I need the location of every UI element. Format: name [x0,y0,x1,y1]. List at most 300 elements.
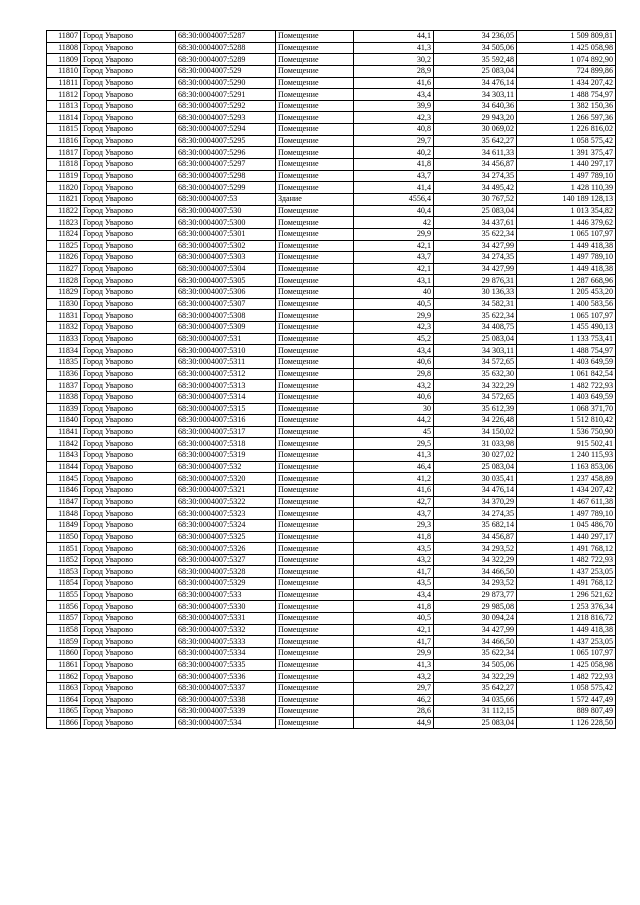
table-row [47,263,616,275]
cell-specific-value: 34 495,42 [434,182,517,194]
cell-row-number: 11833 [47,333,81,345]
cell-area: 40,5 [354,298,434,310]
cell-area: 42,1 [354,624,434,636]
cell-area: 45,2 [354,333,434,345]
cell-object-type: Помещение [276,287,354,299]
cell-area: 41,3 [354,450,434,462]
cell-cadastral-value: 1 497 789,10 [517,170,616,182]
cell-cadastral-value: 889 807,49 [517,706,616,718]
cell-row-number: 11861 [47,659,81,671]
cell-locality: Город Уварово [81,228,176,240]
cell-row-number: 11841 [47,426,81,438]
cell-area: 30 [354,403,434,415]
cell-object-type: Помещение [276,450,354,462]
cell-object-type: Помещение [276,368,354,380]
cell-specific-value: 29 943,20 [434,112,517,124]
cell-cadastral-value: 1 491 768,12 [517,578,616,590]
cell-locality: Город Уварово [81,473,176,485]
cell-specific-value: 29 985,08 [434,601,517,613]
cell-specific-value: 35 612,39 [434,403,517,415]
table-row [47,484,616,496]
cell-specific-value: 35 632,30 [434,368,517,380]
table-row [47,252,616,264]
table-row [47,298,616,310]
cell-specific-value: 34 274,35 [434,170,517,182]
table-row [47,519,616,531]
cell-specific-value: 25 083,04 [434,461,517,473]
cell-locality: Город Уварово [81,624,176,636]
cell-area: 41,6 [354,484,434,496]
cell-cadastral-number: 68:30:0004007:5299 [176,182,276,194]
cell-cadastral-number: 68:30:0004007:5288 [176,42,276,54]
cell-specific-value: 30 069,02 [434,124,517,136]
cell-row-number: 11863 [47,682,81,694]
cell-locality: Город Уварово [81,601,176,613]
table-row [47,310,616,322]
cell-object-type: Помещение [276,659,354,671]
cell-specific-value: 34 505,06 [434,42,517,54]
cell-cadastral-value: 1 482 722,93 [517,671,616,683]
cell-object-type: Помещение [276,484,354,496]
cell-object-type: Помещение [276,65,354,77]
cell-cadastral-number: 68:30:0004007:5329 [176,578,276,590]
cell-cadastral-value: 1 509 809,81 [517,31,616,43]
cell-area: 41,6 [354,77,434,89]
cell-locality: Город Уварово [81,135,176,147]
cell-row-number: 11854 [47,578,81,590]
cell-area: 43,2 [354,671,434,683]
cell-locality: Город Уварово [81,682,176,694]
cell-object-type: Помещение [276,403,354,415]
cell-cadastral-value: 1 434 207,42 [517,77,616,89]
cell-locality: Город Уварово [81,519,176,531]
cell-object-type: Помещение [276,333,354,345]
cell-cadastral-value: 1 287 668,96 [517,275,616,287]
cell-specific-value: 34 466,50 [434,636,517,648]
cell-cadastral-value: 1 437 253,05 [517,636,616,648]
cell-area: 29,9 [354,310,434,322]
cell-cadastral-number: 68:30:0004007:5325 [176,531,276,543]
cell-object-type: Помещение [276,706,354,718]
cell-object-type: Помещение [276,345,354,357]
cell-locality: Город Уварово [81,496,176,508]
cell-object-type: Помещение [276,89,354,101]
cell-row-number: 11850 [47,531,81,543]
cell-row-number: 11860 [47,647,81,659]
cell-object-type: Помещение [276,624,354,636]
cell-specific-value: 25 083,04 [434,333,517,345]
cell-cadastral-number: 68:30:0004007:5330 [176,601,276,613]
cell-specific-value: 34 427,99 [434,624,517,636]
cell-cadastral-value: 1 218 816,72 [517,613,616,625]
table-row [47,473,616,485]
cell-locality: Город Уварово [81,345,176,357]
cell-cadastral-value: 1 482 722,93 [517,554,616,566]
cell-cadastral-number: 68:30:0004007:5322 [176,496,276,508]
cell-specific-value: 25 083,04 [434,205,517,217]
cell-locality: Город Уварово [81,170,176,182]
cell-cadastral-number: 68:30:0004007:5287 [176,31,276,43]
cell-row-number: 11857 [47,613,81,625]
cell-row-number: 11839 [47,403,81,415]
cell-cadastral-number: 68:30:0004007:5289 [176,54,276,66]
cell-object-type: Помещение [276,554,354,566]
cell-cadastral-value: 1 437 253,05 [517,566,616,578]
cell-row-number: 11847 [47,496,81,508]
cell-specific-value: 29 876,31 [434,275,517,287]
cell-row-number: 11826 [47,252,81,264]
cell-cadastral-number: 68:30:0004007:5314 [176,391,276,403]
table-row [47,77,616,89]
cell-specific-value: 34 303,11 [434,345,517,357]
table-row [47,531,616,543]
cell-cadastral-number: 68:30:0004007:5308 [176,310,276,322]
cell-area: 30,2 [354,54,434,66]
cell-area: 41,8 [354,531,434,543]
cell-object-type: Помещение [276,461,354,473]
cell-row-number: 11843 [47,450,81,462]
cell-locality: Город Уварово [81,298,176,310]
cell-area: 40,6 [354,391,434,403]
table-row [47,333,616,345]
cell-specific-value: 30 136,33 [434,287,517,299]
cell-specific-value: 34 456,87 [434,159,517,171]
cell-cadastral-value: 1 400 583,56 [517,298,616,310]
cell-cadastral-number: 68:30:0004007:5313 [176,380,276,392]
cell-locality: Город Уварово [81,578,176,590]
cell-object-type: Помещение [276,159,354,171]
cell-cadastral-number: 68:30:0004007:5296 [176,147,276,159]
cell-area: 29,9 [354,228,434,240]
cell-cadastral-number: 68:30:0004007:5328 [176,566,276,578]
cell-area: 42,7 [354,496,434,508]
table-row [47,275,616,287]
cell-row-number: 11858 [47,624,81,636]
cell-cadastral-number: 68:30:0004007:5339 [176,706,276,718]
table-row [47,100,616,112]
cell-cadastral-number: 68:30:0004007:5335 [176,659,276,671]
cell-locality: Город Уварово [81,531,176,543]
cell-cadastral-value: 1 440 297,17 [517,531,616,543]
cell-object-type: Помещение [276,519,354,531]
cell-cadastral-value: 1 266 597,36 [517,112,616,124]
cell-object-type: Помещение [276,100,354,112]
cell-locality: Город Уварово [81,415,176,427]
cell-row-number: 11865 [47,706,81,718]
cell-row-number: 11838 [47,391,81,403]
cell-object-type: Помещение [276,275,354,287]
cell-cadastral-number: 68:30:0004007:5338 [176,694,276,706]
cell-specific-value: 34 572,65 [434,356,517,368]
cell-area: 29,3 [354,519,434,531]
cell-object-type: Помещение [276,31,354,43]
cell-area: 44,1 [354,31,434,43]
cell-row-number: 11835 [47,356,81,368]
cell-area: 43,4 [354,89,434,101]
table-row [47,124,616,136]
cell-locality: Город Уварово [81,368,176,380]
cell-cadastral-value: 1 382 150,36 [517,100,616,112]
cell-object-type: Помещение [276,310,354,322]
cell-locality: Город Уварово [81,42,176,54]
cell-row-number: 11862 [47,671,81,683]
cell-specific-value: 35 592,48 [434,54,517,66]
cell-row-number: 11827 [47,263,81,275]
cell-object-type: Помещение [276,636,354,648]
cell-specific-value: 35 682,14 [434,519,517,531]
cell-object-type: Здание [276,193,354,205]
cell-row-number: 11809 [47,54,81,66]
cell-locality: Город Уварово [81,310,176,322]
table-row [47,566,616,578]
table-row [47,717,616,729]
cell-area: 43,2 [354,380,434,392]
cell-row-number: 11845 [47,473,81,485]
cell-locality: Город Уварово [81,450,176,462]
cell-specific-value: 34 408,75 [434,322,517,334]
cell-cadastral-value: 1 226 816,02 [517,124,616,136]
cell-cadastral-value: 1 065 107,97 [517,647,616,659]
cell-object-type: Помещение [276,473,354,485]
table-row [47,54,616,66]
cell-row-number: 11837 [47,380,81,392]
cell-cadastral-number: 68:30:0004007:5337 [176,682,276,694]
cell-cadastral-value: 1 065 107,97 [517,228,616,240]
cell-cadastral-number: 68:30:0004007:5291 [176,89,276,101]
cell-row-number: 11814 [47,112,81,124]
cell-object-type: Помещение [276,531,354,543]
cell-row-number: 11852 [47,554,81,566]
cell-row-number: 11853 [47,566,81,578]
cell-cadastral-number: 68:30:0004007:529 [176,65,276,77]
cell-row-number: 11811 [47,77,81,89]
table-row [47,368,616,380]
cell-object-type: Помещение [276,54,354,66]
cell-cadastral-number: 68:30:0004007:5312 [176,368,276,380]
cell-locality: Город Уварово [81,322,176,334]
cell-specific-value: 34 303,11 [434,89,517,101]
cell-cadastral-number: 68:30:0004007:531 [176,333,276,345]
cell-area: 41,7 [354,636,434,648]
cell-cadastral-value: 1 497 789,10 [517,508,616,520]
cell-specific-value: 25 083,04 [434,717,517,729]
cell-cadastral-number: 68:30:0004007:5333 [176,636,276,648]
cell-area: 45 [354,426,434,438]
table-row [47,217,616,229]
cell-cadastral-number: 68:30:0004007:5336 [176,671,276,683]
table-row [47,193,616,205]
cell-specific-value: 34 370,29 [434,496,517,508]
cell-row-number: 11864 [47,694,81,706]
cell-cadastral-number: 68:30:0004007:5307 [176,298,276,310]
cell-object-type: Помещение [276,263,354,275]
cell-cadastral-number: 68:30:0004007:5327 [176,554,276,566]
cell-specific-value: 34 437,61 [434,217,517,229]
cell-specific-value: 34 293,52 [434,578,517,590]
cell-object-type: Помещение [276,601,354,613]
cell-cadastral-value: 1 068 371,70 [517,403,616,415]
cell-locality: Город Уварово [81,287,176,299]
cell-cadastral-number: 68:30:0004007:533 [176,589,276,601]
cell-cadastral-value: 1 482 722,93 [517,380,616,392]
cell-cadastral-number: 68:30:0004007:5295 [176,135,276,147]
cell-locality: Город Уварово [81,193,176,205]
cell-cadastral-number: 68:30:0004007:530 [176,205,276,217]
cell-cadastral-number: 68:30:0004007:5297 [176,159,276,171]
table-row [47,159,616,171]
cell-specific-value: 34 226,48 [434,415,517,427]
cell-cadastral-number: 68:30:0004007:5316 [176,415,276,427]
cell-locality: Город Уварово [81,613,176,625]
table-row [47,112,616,124]
cell-cadastral-number: 68:30:0004007:5311 [176,356,276,368]
table-row [47,415,616,427]
cell-row-number: 11866 [47,717,81,729]
cell-specific-value: 34 274,35 [434,252,517,264]
cell-area: 28,9 [354,65,434,77]
cell-row-number: 11840 [47,415,81,427]
cell-row-number: 11821 [47,193,81,205]
cell-specific-value: 30 767,52 [434,193,517,205]
cell-row-number: 11856 [47,601,81,613]
cell-area: 40,2 [354,147,434,159]
cell-cadastral-number: 68:30:0004007:5303 [176,252,276,264]
table-row [47,228,616,240]
cell-specific-value: 34 476,14 [434,484,517,496]
cell-area: 4556,4 [354,193,434,205]
cell-area: 43,2 [354,554,434,566]
cell-area: 43,7 [354,170,434,182]
cell-cadastral-value: 1 488 754,97 [517,89,616,101]
cell-object-type: Помещение [276,543,354,555]
cell-specific-value: 25 083,04 [434,65,517,77]
cell-locality: Город Уварово [81,147,176,159]
cell-cadastral-value: 724 899,86 [517,65,616,77]
cell-specific-value: 34 505,06 [434,659,517,671]
cell-cadastral-number: 68:30:0004007:5300 [176,217,276,229]
cell-cadastral-value: 1 065 107,97 [517,310,616,322]
cell-area: 40,6 [354,356,434,368]
cell-locality: Город Уварово [81,31,176,43]
cell-area: 41,8 [354,601,434,613]
cell-area: 29,9 [354,647,434,659]
cell-locality: Город Уварово [81,426,176,438]
cell-locality: Город Уварово [81,263,176,275]
table-row [47,89,616,101]
cell-cadastral-number: 68:30:0004007:5324 [176,519,276,531]
cell-cadastral-number: 68:30:0004007:5294 [176,124,276,136]
cell-row-number: 11825 [47,240,81,252]
cell-cadastral-value: 1 449 418,38 [517,240,616,252]
cell-area: 41,4 [354,182,434,194]
table-row [47,380,616,392]
cell-object-type: Помещение [276,42,354,54]
cell-area: 29,7 [354,135,434,147]
cell-object-type: Помещение [276,426,354,438]
table-row [47,391,616,403]
cell-locality: Город Уварово [81,554,176,566]
cell-locality: Город Уварово [81,484,176,496]
cell-cadastral-number: 68:30:0004007:5293 [176,112,276,124]
cell-row-number: 11844 [47,461,81,473]
cell-object-type: Помещение [276,694,354,706]
table-row [47,322,616,334]
cell-object-type: Помещение [276,566,354,578]
table-row [47,647,616,659]
cell-specific-value: 35 622,34 [434,310,517,322]
cell-cadastral-number: 68:30:0004007:53 [176,193,276,205]
cell-row-number: 11831 [47,310,81,322]
cell-cadastral-value: 1 013 354,82 [517,205,616,217]
cell-area: 42,3 [354,112,434,124]
cell-object-type: Помещение [276,496,354,508]
cell-locality: Город Уварово [81,65,176,77]
cell-area: 40,4 [354,205,434,217]
cell-cadastral-value: 1 133 753,41 [517,333,616,345]
table-row [47,205,616,217]
cell-cadastral-value: 1 536 750,90 [517,426,616,438]
cell-cadastral-value: 1 425 058,98 [517,42,616,54]
cell-cadastral-value: 1 205 453,20 [517,287,616,299]
cell-object-type: Помещение [276,613,354,625]
cell-specific-value: 34 572,65 [434,391,517,403]
cell-cadastral-value: 1 467 611,38 [517,496,616,508]
cell-cadastral-number: 68:30:0004007:5304 [176,263,276,275]
cell-row-number: 11830 [47,298,81,310]
cell-cadastral-number: 68:30:0004007:5302 [176,240,276,252]
cell-row-number: 11810 [47,65,81,77]
cell-locality: Город Уварово [81,403,176,415]
cell-row-number: 11834 [47,345,81,357]
cell-specific-value: 34 640,36 [434,100,517,112]
cell-cadastral-value: 1 572 447,49 [517,694,616,706]
cell-cadastral-value: 1 058 575,42 [517,135,616,147]
cell-locality: Город Уварово [81,438,176,450]
cell-area: 41,7 [354,566,434,578]
table-row [47,450,616,462]
table-row [47,438,616,450]
cell-specific-value: 34 427,99 [434,240,517,252]
cell-specific-value: 30 027,02 [434,450,517,462]
cell-row-number: 11846 [47,484,81,496]
cell-specific-value: 35 622,34 [434,228,517,240]
table-row [47,624,616,636]
cell-area: 29,5 [354,438,434,450]
cell-locality: Город Уварово [81,89,176,101]
cell-locality: Город Уварово [81,54,176,66]
cell-cadastral-value: 1 440 297,17 [517,159,616,171]
table-row [47,182,616,194]
cell-row-number: 11842 [47,438,81,450]
cell-specific-value: 34 322,29 [434,671,517,683]
cell-object-type: Помещение [276,322,354,334]
cadastral-value-table [46,30,616,729]
cell-area: 43,1 [354,275,434,287]
cell-locality: Город Уварово [81,717,176,729]
table-row [47,601,616,613]
cell-cadastral-number: 68:30:0004007:5320 [176,473,276,485]
cell-cadastral-number: 68:30:0004007:532 [176,461,276,473]
cell-area: 42,3 [354,322,434,334]
cell-locality: Город Уварово [81,380,176,392]
table-row [47,659,616,671]
table-row [47,589,616,601]
cell-cadastral-number: 68:30:0004007:5334 [176,647,276,659]
table-row [47,170,616,182]
table-row [47,682,616,694]
cell-locality: Город Уварово [81,333,176,345]
table-row [47,65,616,77]
